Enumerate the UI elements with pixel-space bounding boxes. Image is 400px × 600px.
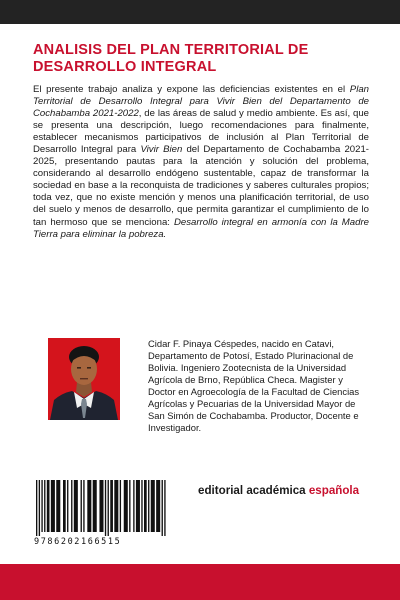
- isbn-barcode: [34, 480, 174, 550]
- barcode-bar: [51, 480, 55, 532]
- abstract-italic-vivir-bien: Vivir Bien: [140, 144, 183, 156]
- abstract-italic-closing: Desarrollo integral en armonía con la Madre Tierra para eliminar la pobreza.: [33, 216, 369, 240]
- bottom-band: [0, 564, 400, 600]
- barcode-bar: [74, 480, 78, 532]
- barcode-bar: [129, 480, 130, 532]
- barcode-bar: [99, 480, 103, 532]
- barcode-bar: [148, 480, 149, 532]
- barcode-bar: [120, 480, 121, 532]
- author-photo: [48, 338, 120, 420]
- abstract-text-2: , de las áreas de salud y medio ambiente. Es así, que se presenta una descripción, luego recomendaciones para finalmente, establecer mecanismos participativos de inclusión al Plan Territorial de Desarrollo Integral para: [33, 108, 369, 156]
- abstract-text-3: del Departamento de Cochabamba 2021- 2025, presentando pautas para la atención y solución del problema, considerando al desarrollo endógeno sustentable, capaz de transformar la sociedad en base a la reconquista de tradiciones y saberes culturales propios; toda vez, que no existe mención y menos una planificación territorial, de uso del suelo y menos de desarrollo, que permita garantizar el cumplimiento de lo tan hermoso que se menciona:: [33, 144, 370, 228]
- book-abstract: [33, 84, 369, 241]
- barcode-bar: [44, 480, 45, 532]
- barcode-bar: [105, 480, 106, 536]
- barcode-bar: [110, 480, 113, 532]
- barcode-bar: [81, 480, 82, 532]
- barcode-bar: [87, 480, 91, 532]
- publisher-name-accent: española: [308, 484, 360, 497]
- barcode-bar: [93, 480, 97, 532]
- barcode-bar: [83, 480, 84, 532]
- abstract-text-1: El presente trabajo analiza y expone las deficiencias existentes en el: [33, 84, 350, 95]
- publisher-name: editorial académica: [198, 484, 309, 497]
- top-band: [0, 0, 400, 24]
- barcode-bar: [47, 480, 50, 532]
- barcode-bar: [124, 480, 128, 532]
- barcode-bar: [144, 480, 147, 532]
- barcode-bar: [136, 480, 140, 532]
- isbn-number: 9786202166515: [34, 537, 122, 547]
- barcode-bar: [36, 480, 37, 536]
- barcode-bar: [56, 480, 60, 532]
- barcode-bar: [63, 480, 66, 532]
- barcode-bar: [67, 480, 68, 532]
- barcode-bar: [162, 480, 163, 536]
- barcode-bar: [71, 480, 72, 532]
- barcode-bar: [39, 480, 40, 536]
- barcode-bar: [133, 480, 134, 532]
- barcode-bar: [41, 480, 42, 532]
- barcode-bars: [34, 480, 174, 536]
- barcode-bar: [164, 480, 165, 536]
- barcode-bar: [156, 480, 160, 532]
- book-title: ANALISIS DEL PLAN TERRITORIAL DE DESARROLLO INTEGRAL: [33, 42, 309, 75]
- barcode-bar: [108, 480, 109, 536]
- barcode-bar: [151, 480, 155, 532]
- publisher-logo: [198, 484, 388, 497]
- abstract-italic-plan-title: Plan Territorial de Desarrollo Integral para Vivir Bien del Departamento de Cochabamba 2021-2022: [33, 84, 369, 120]
- author-biography: Cidar F. Pinaya Céspedes, nacido en Catavi, Departamento de Potosí, Estado Plurinacional de Bolivia. Ingeniero Zootecnista de la Universidad Agrícola de Brno, República Checa. Magister y Doctor en Agroecología de la Facultad de Ciencias Agrícolas y Pecuarias de la Universidad Mayor de San Simón de Cochabamba. Productor, Docente e Investigador.: [148, 338, 360, 433]
- barcode-bar: [141, 480, 142, 532]
- barcode-bar: [114, 480, 118, 532]
